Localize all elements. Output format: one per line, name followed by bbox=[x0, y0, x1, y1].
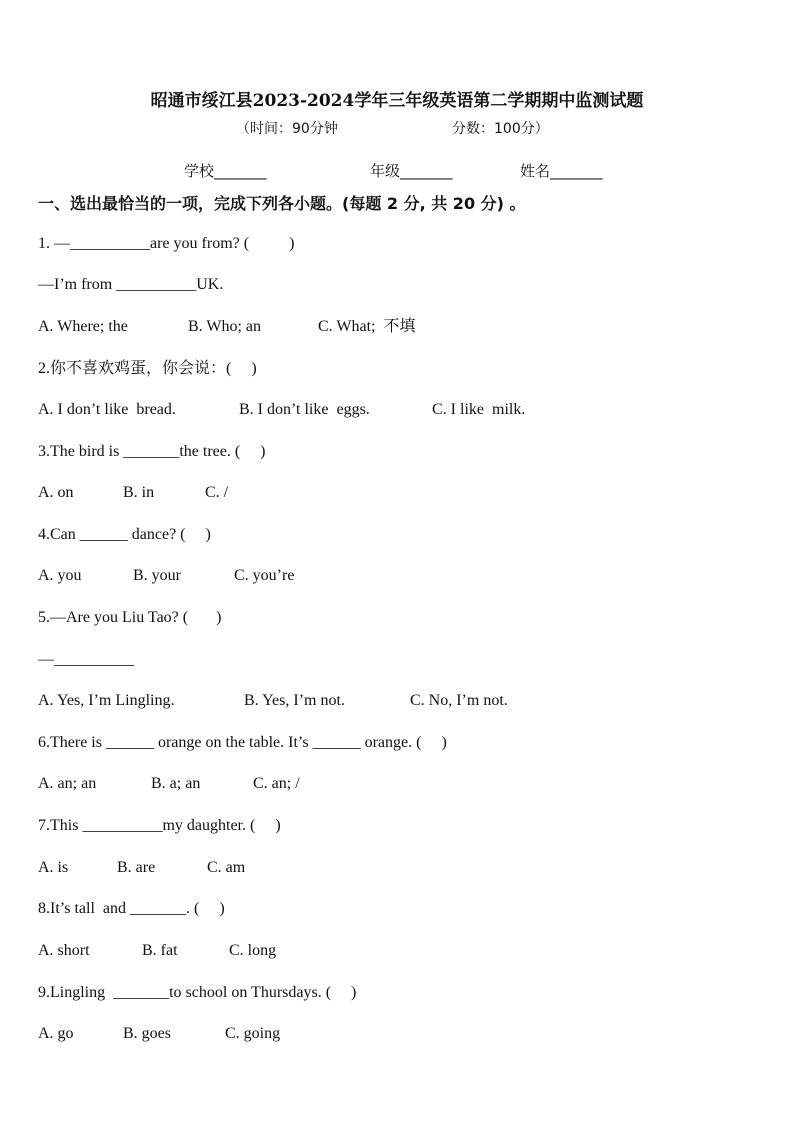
option-c: C. What; 不填 bbox=[318, 318, 416, 335]
exam-time: （时间：90分钟 bbox=[236, 121, 338, 137]
name-field: 姓名_______ bbox=[520, 162, 603, 180]
option-a: A. on bbox=[38, 484, 74, 501]
option-a: A. short bbox=[38, 942, 90, 959]
question-extra: —__________ bbox=[38, 651, 134, 668]
option-b: B. I don’t like eggs. bbox=[239, 401, 370, 418]
option-c: C. an; / bbox=[253, 775, 300, 792]
option-a: A. Where; the bbox=[38, 318, 128, 335]
question-stem: 8.It’s tall and _______. ( ) bbox=[38, 900, 225, 917]
option-b: B. are bbox=[117, 859, 156, 876]
option-b: B. your bbox=[133, 567, 181, 584]
option-b: B. Who; an bbox=[188, 318, 262, 335]
option-c: C. am bbox=[207, 859, 246, 876]
question-stem: 5.—Are you Liu Tao? ( ) bbox=[38, 609, 222, 626]
question-extra: —I’m from __________UK. bbox=[38, 276, 224, 293]
option-c: C. / bbox=[205, 484, 229, 501]
question-stem: 7.This __________my daughter. ( ) bbox=[38, 817, 281, 834]
question-stem: 6.There is ______ orange on the table. It’s ______ orange. ( ) bbox=[38, 734, 447, 751]
grade-field: 年级_______ bbox=[370, 162, 453, 180]
option-b: B. fat bbox=[142, 942, 178, 959]
option-c: C. No, I’m not. bbox=[410, 692, 508, 709]
option-a: A. Yes, I’m Lingling. bbox=[38, 692, 175, 709]
question-stem: 4.Can ______ dance? ( ) bbox=[38, 526, 211, 543]
question-stem: 9.Lingling _______to school on Thursdays. ( ) bbox=[38, 984, 357, 1001]
option-c: C. you’re bbox=[234, 567, 295, 584]
question-stem: 1. —__________are you from? ( ) bbox=[38, 235, 295, 252]
option-a: A. I don’t like bread. bbox=[38, 401, 176, 418]
option-a: A. you bbox=[38, 567, 82, 584]
option-c: C. going bbox=[225, 1025, 281, 1042]
school-field: 学校_______ bbox=[184, 162, 267, 180]
option-a: A. an; an bbox=[38, 775, 97, 792]
option-c: C. long bbox=[229, 942, 277, 959]
exam-title: 昭通市绥江县2023-2024学年三年级英语第二学期期中监测试题 bbox=[150, 91, 644, 111]
option-b: B. Yes, I’m not. bbox=[244, 692, 345, 709]
option-b: B. goes bbox=[123, 1025, 171, 1042]
option-c: C. I like milk. bbox=[432, 401, 526, 418]
exam-score: 分数：100分） bbox=[452, 121, 549, 137]
option-b: B. a; an bbox=[151, 775, 201, 792]
question-stem: 3.The bird is _______the tree. ( ) bbox=[38, 443, 266, 460]
section-heading: 一、选出最恰当的一项，完成下列各小题。(每题 2 分, 共 20 分) 。 bbox=[38, 194, 526, 213]
question-stem: 2.你不喜欢鸡蛋，你会说：( ) bbox=[38, 360, 257, 377]
option-a: A. go bbox=[38, 1025, 74, 1042]
option-a: A. is bbox=[38, 859, 69, 876]
option-b: B. in bbox=[123, 484, 155, 501]
